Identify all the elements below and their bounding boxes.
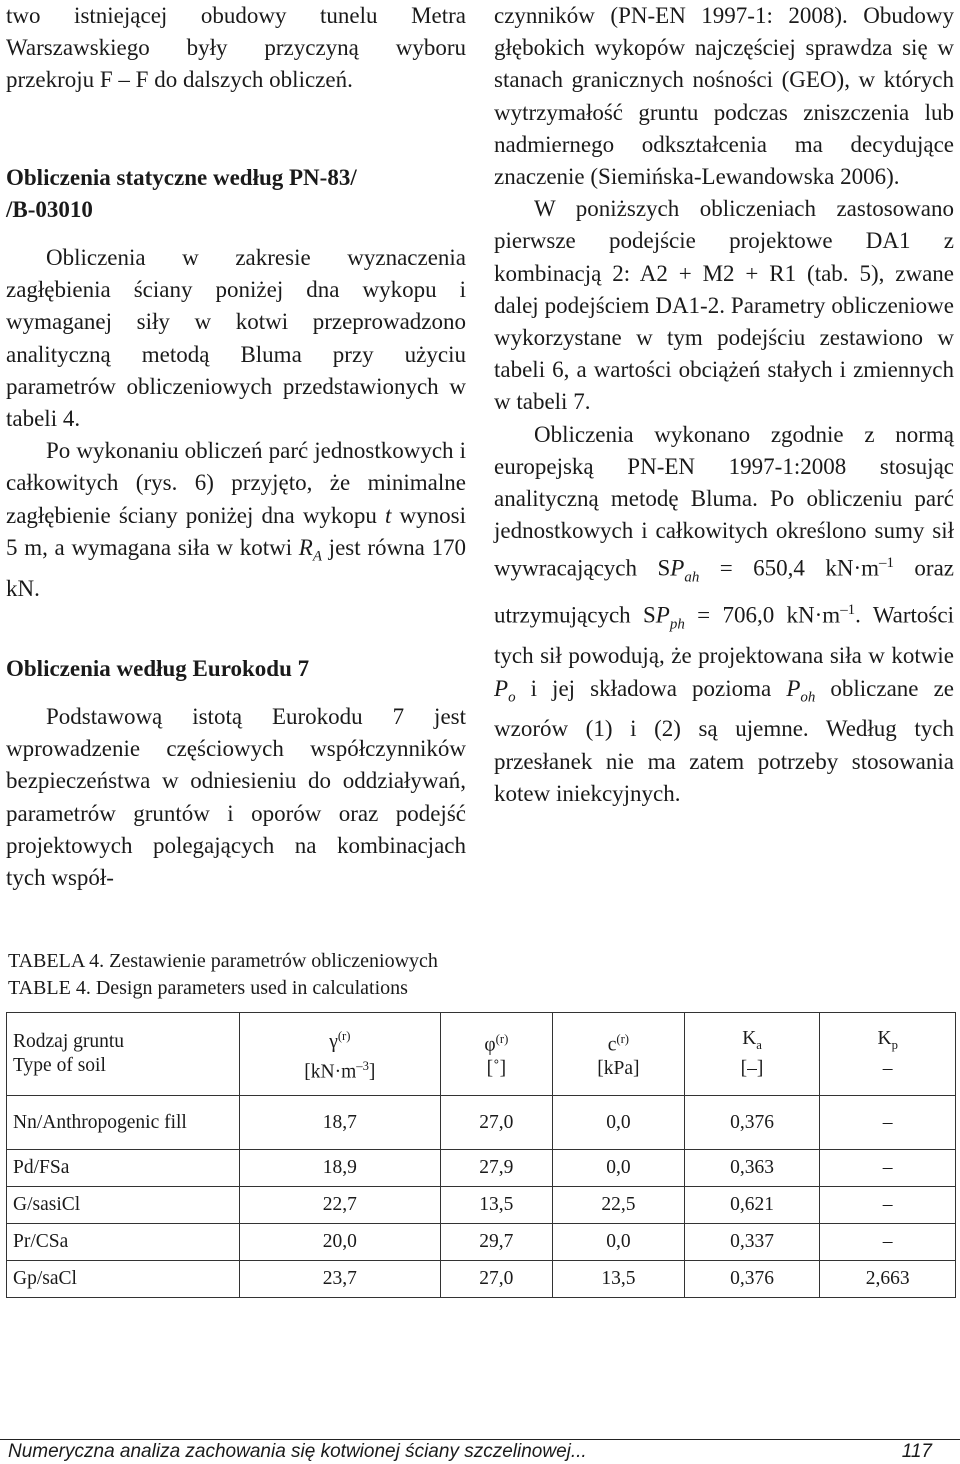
symbol-Poh-sub: oh — [800, 689, 816, 706]
bluma-paragraph — [494, 419, 954, 810]
ka-unit: [–] — [740, 1057, 764, 1079]
cell-gamma: 18,7 — [240, 1096, 441, 1150]
ec7-paragraph-1: Podstawową istotą Eurokodu 7 jest wprowadzenie częściowych współczynników bezpieczeństwa w odniesieniu do oddziaływań, parametrów gruntów i oporów oraz podejść projektowych polegających na kombinacjach tych współ- — [6, 704, 466, 891]
section-heading-ec7: Obliczenia według Eurokodu 7 — [6, 655, 310, 681]
symbol-Po: P — [494, 675, 509, 701]
cell-soil: Pr/CSa — [7, 1224, 240, 1261]
cell-gamma: 20,0 — [240, 1224, 441, 1261]
cell-soil: Nn/Anthropogenic fill — [7, 1096, 240, 1150]
bluma-text-f: i jej składowa pozioma — [515, 675, 787, 701]
gamma-unit-a: [kN·m — [304, 1061, 357, 1083]
bluma-text-e: . Wartości tych sił powodują, że projektowana siła w kotwie — [494, 602, 954, 669]
table-row — [7, 1150, 956, 1187]
table-row — [7, 1187, 956, 1224]
left-column — [6, 0, 466, 894]
cell-phi: 13,5 — [440, 1187, 552, 1224]
running-title: Numeryczna analiza zachowania się kotwionej ściany szczelinowej... — [8, 1441, 587, 1462]
kp-symbol: K — [877, 1028, 892, 1050]
table-caption-en: TABLE 4. Design parameters used in calculations — [8, 977, 408, 999]
cell-c: 13,5 — [553, 1261, 685, 1298]
c-sup: (r) — [616, 1031, 630, 1046]
parameters-table — [6, 1012, 956, 1298]
pn-p2-text-b: wynosi 5 m, a wymagana siła w kotwi — [6, 502, 466, 560]
cell-phi: 29,7 — [440, 1224, 552, 1261]
phi-unit: [˚] — [486, 1058, 507, 1080]
bluma-text-g: obliczane ze wzorów (1) i (2) są ujemne. Według tych przesłanek nie ma zatem potrzeby stosowania kotew iniekcyjnych. — [494, 675, 954, 806]
cell-kp: – — [820, 1224, 956, 1261]
bluma-text-d: = 706,0 kN·m — [684, 602, 841, 628]
page-number: 117 — [901, 1441, 932, 1462]
cell-phi: 27,9 — [440, 1150, 552, 1187]
gamma-unit-sup: –3 — [356, 1059, 369, 1073]
phi-symbol: φ — [484, 1034, 496, 1056]
symbol-R-sub: A — [312, 548, 322, 565]
symbol-Poh: P — [786, 675, 801, 701]
pn-paragraph-1: Obliczenia w zakresie wyznaczenia zagłębienia ściany poniżej dna wykopu i wymaganej siły w kotwi przeprowadzono analityczną metodą Bluma przy użyciu parametrów obliczeniowych przedstawionych w tabeli 4. — [6, 245, 466, 432]
header-c — [553, 1013, 685, 1096]
symbol-Po-sub: o — [508, 689, 516, 706]
cell-gamma: 23,7 — [240, 1261, 441, 1298]
table-row — [7, 1096, 956, 1150]
kp-unit: – — [882, 1057, 893, 1079]
pn-p2-text-a: Po wykonaniu obliczeń parć jednostkowych i całkowitych (rys. 6) przyjęto, że minimalne zagłębienie ściany poniżej dna wykopu — [6, 438, 466, 528]
continued-paragraph: czynników (PN-EN 1997-1: 2008). Obudowy głębokich wykopów najczęściej sprawdza się w stanach granicznych nośności (GEO), w których wytrzymałość gruntu podczas zniszczenia lub nadmiernego odkształcenia ma decydujące znaczenie (Siemińska-Lewandowska 2006). — [494, 3, 954, 190]
symbol-Pah-sub: ah — [684, 569, 700, 586]
symbol-Pph: P — [655, 602, 670, 628]
cell-kp: – — [820, 1150, 956, 1187]
header-phi — [440, 1013, 552, 1096]
cell-ka: 0,363 — [684, 1150, 820, 1187]
cell-c: 0,0 — [553, 1096, 685, 1150]
footer-rule — [0, 1439, 960, 1440]
table-row — [7, 1224, 956, 1261]
da-paragraph: W poniższych obliczeniach zastosowano pierwsze podejście projektowe DA1 z kombinacją 2: A2 + M2 + R1 (tab. 5), zwane dalej podejściem DA1-2. Parametry obliczeniowe wykorzystane w tym podejściu zestawiono w tabeli 6, a wartości obciążeń stałych i zmiennych w tabeli 7. — [494, 196, 954, 415]
pn-p2-text-c: jest równa 170 kN. — [6, 534, 466, 601]
intro-paragraph: two istniejącej obudowy tunelu Metra Warszawskiego były przyczyną wyboru przekroju F – F do dalszych obliczeń. — [6, 3, 466, 93]
gamma-symbol: γ — [329, 1031, 338, 1052]
symbol-Pah: P — [670, 556, 685, 582]
bluma-text-c: oraz utrzymujących S — [494, 556, 955, 628]
phi-sup: (r) — [495, 1031, 509, 1046]
gamma-unit-b: ] — [368, 1061, 376, 1083]
header-gamma — [240, 1013, 441, 1096]
kp-sub: p — [891, 1037, 898, 1052]
ka-symbol: K — [742, 1028, 757, 1050]
header-ka — [684, 1013, 820, 1096]
cell-soil: G/sasiCl — [7, 1187, 240, 1224]
cell-c: 22,5 — [553, 1187, 685, 1224]
bluma-text-b: = 650,4 kN·m — [699, 556, 880, 582]
cell-phi: 27,0 — [440, 1096, 552, 1150]
cell-c: 0,0 — [553, 1150, 685, 1187]
heading-pn-line1: Obliczenia statyczne według PN-83/ — [6, 164, 357, 190]
header-soil — [7, 1013, 240, 1096]
cell-kp: – — [820, 1187, 956, 1224]
cell-gamma: 18,9 — [240, 1150, 441, 1187]
bluma-text-a: Obliczenia wykonano zgodnie z normą europejską PN-EN 1997-1:2008 stosując analityczną metodę Bluma. Po obliczeniu parć jednostkowych i całkowitych określono sumy sił wywracających S — [494, 421, 954, 582]
heading-pn-line2: /B-03010 — [6, 196, 93, 222]
cell-soil: Gp/saCl — [7, 1261, 240, 1298]
c-symbol: c — [607, 1034, 617, 1056]
c-unit: [kPa] — [597, 1058, 640, 1080]
symbol-R: R — [298, 534, 313, 560]
table-caption — [8, 948, 438, 1002]
ka-sub: a — [756, 1037, 762, 1052]
header-soil-pl: Rodzaj gruntu — [13, 1031, 125, 1052]
cell-soil: Pd/FSa — [7, 1150, 240, 1187]
cell-c: 0,0 — [553, 1224, 685, 1261]
cell-ka: 0,337 — [684, 1224, 820, 1261]
cell-kp: – — [820, 1096, 956, 1150]
cell-ka: 0,376 — [684, 1261, 820, 1298]
pn-paragraph-2 — [6, 435, 466, 605]
table-header-row — [7, 1013, 956, 1096]
header-kp — [820, 1013, 956, 1096]
gamma-sup: (r) — [337, 1028, 351, 1043]
table-caption-pl: TABELA 4. Zestawienie parametrów obliczeniowych — [8, 950, 438, 972]
section-heading-pn — [6, 162, 466, 226]
cell-kp: 2,663 — [820, 1261, 956, 1298]
header-soil-en: Type of soil — [13, 1055, 106, 1076]
right-column — [494, 0, 954, 810]
cell-ka: 0,376 — [684, 1096, 820, 1150]
table-row — [7, 1261, 956, 1298]
unit-exponent-1: –1 — [879, 555, 894, 572]
cell-ka: 0,621 — [684, 1187, 820, 1224]
symbol-t: t — [385, 502, 392, 528]
unit-exponent-2: –1 — [840, 601, 856, 618]
cell-phi: 27,0 — [440, 1261, 552, 1298]
cell-gamma: 22,7 — [240, 1187, 441, 1224]
symbol-Pph-sub: ph — [669, 616, 685, 633]
